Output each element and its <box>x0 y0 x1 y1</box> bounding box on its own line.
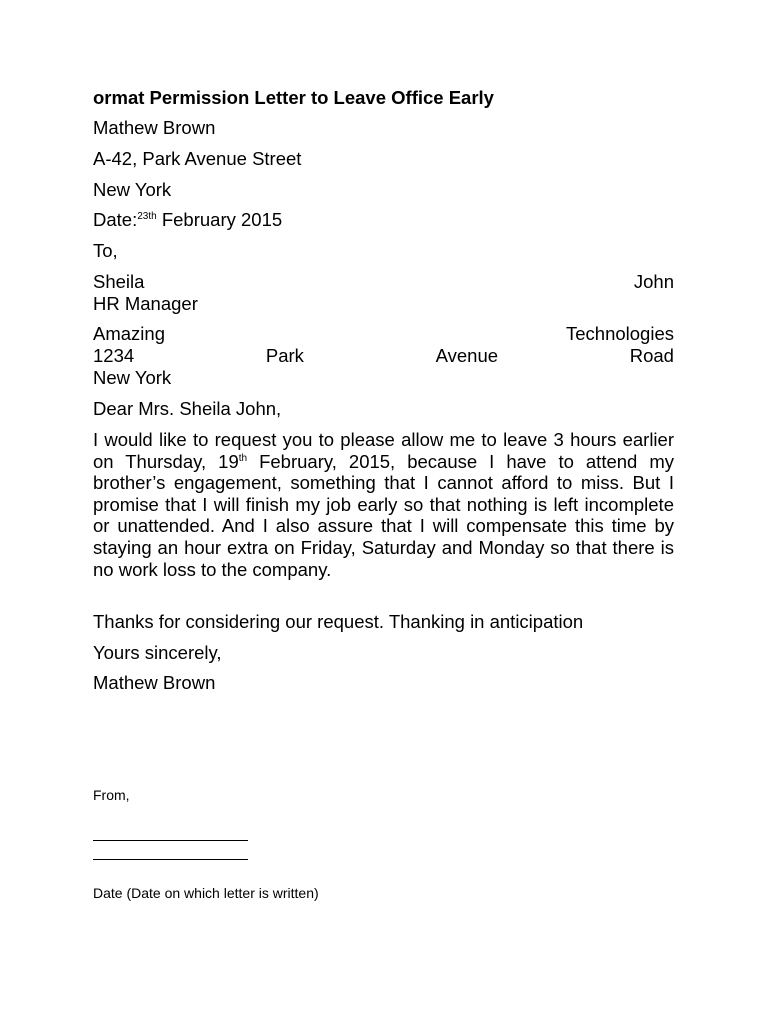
date-note: Date (Date on which letter is written) <box>93 885 319 901</box>
recipient-street-part: Road <box>629 345 674 366</box>
sender-city: New York <box>93 179 172 200</box>
recipient-street-part: Avenue <box>435 345 499 366</box>
salutation: Dear Mrs. Sheila John, <box>93 398 282 419</box>
from-label: From, <box>93 787 130 803</box>
recipient-company-word2: Technologies <box>566 323 674 344</box>
recipient-position: HR Manager <box>93 293 198 314</box>
body-part1: I would like to request you to please allow me to leave 3 hours earlier on Thursday, 19 <box>93 429 674 472</box>
letter-title: ormat Permission Letter to Leave Office Early <box>93 87 494 108</box>
body-sup: th <box>238 452 248 464</box>
date-label: Date: <box>93 209 138 230</box>
recipient-name-row <box>93 271 674 293</box>
recipient-company-row <box>93 323 674 345</box>
letter-date <box>93 209 282 231</box>
date-day-suffix: th <box>148 211 157 222</box>
recipient-street-part: 1234 <box>93 345 135 366</box>
thanks-line: Thanks for considering our request. Thanking in anticipation <box>93 611 584 632</box>
recipient-street-row <box>93 345 674 367</box>
recipient-last-name: John <box>633 271 674 292</box>
recipient-company-word1: Amazing <box>93 323 165 344</box>
blank-line <box>93 859 248 860</box>
body-part2: February, 2015, because I have to attend my brother’s engagement, something that I cannot afford to miss. But I promise that I will finish my job early so that nothing is left incomplete or unattended. And I also assure that I will compensate this time by staying an hour extra on Friday, Saturday and Monday so that there is no work loss to the company. <box>93 450 674 580</box>
blank-line <box>93 840 248 841</box>
date-month-year: February 2015 <box>156 209 283 230</box>
closing: Yours sincerely, <box>93 642 222 663</box>
signature: Mathew Brown <box>93 672 216 693</box>
sender-name: Mathew Brown <box>93 117 216 138</box>
recipient-city: New York <box>93 367 172 388</box>
sender-address: A-42, Park Avenue Street <box>93 148 302 169</box>
date-day: 23 <box>137 211 149 222</box>
recipient-first-name: Sheila <box>93 271 145 292</box>
letter-body <box>93 429 674 580</box>
recipient-street-part: Park <box>265 345 304 366</box>
to-label: To, <box>93 240 118 261</box>
